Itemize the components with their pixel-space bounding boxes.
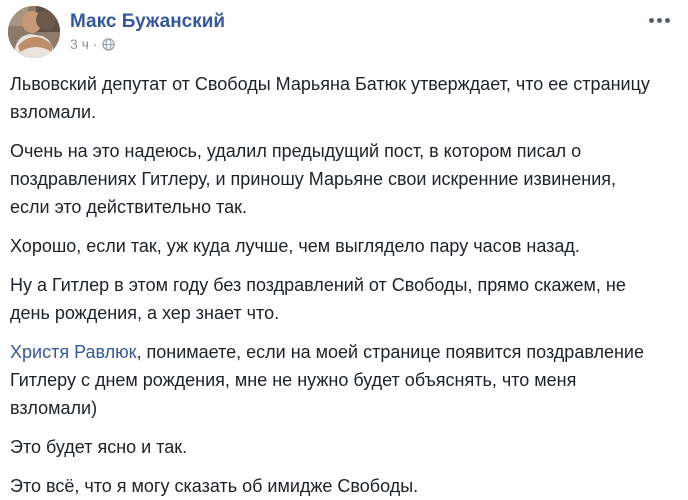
post-paragraph: Это всё, что я могу сказать об имидже Свободы. bbox=[10, 476, 419, 496]
post-header bbox=[0, 0, 688, 58]
mention-link[interactable]: Христя Равлюк bbox=[10, 342, 137, 362]
post-paragraph: Это будет ясно и так. bbox=[10, 437, 188, 457]
post-paragraph-with-mention bbox=[10, 338, 658, 422]
avatar-photo bbox=[8, 6, 60, 58]
ellipsis-icon bbox=[657, 18, 662, 23]
post-meta bbox=[70, 36, 225, 52]
ellipsis-icon bbox=[665, 18, 670, 23]
meta-separator: · bbox=[92, 36, 98, 52]
post-paragraph: Ну а Гитлер в этом году без поздравлений от Свободы, прямо скажем, не день рождения, а хер знает что. bbox=[10, 275, 626, 323]
post-paragraph: Хорошо, если так, уж куда лучше, чем выглядело пару часов назад. bbox=[10, 236, 580, 256]
ellipsis-icon bbox=[649, 18, 654, 23]
timestamp[interactable]: 3 ч bbox=[70, 36, 89, 52]
avatar[interactable] bbox=[8, 6, 60, 58]
globe-public-icon bbox=[102, 38, 115, 51]
post-paragraph: Львовский депутат от Свободы Марьяна Батюк утверждает, что ее страницу взломали. bbox=[10, 74, 650, 122]
post-options-button[interactable] bbox=[645, 14, 674, 27]
header-text bbox=[70, 6, 225, 52]
author-name-link[interactable]: Макс Бужанский bbox=[70, 11, 226, 32]
post-paragraph: Очень на это надеюсь, удалил предыдущий пост, в котором писал о поздравлениях Гитлеру, и приношу Марьяне свои искренние извинения, если это действительно так. bbox=[10, 141, 617, 217]
post-body bbox=[0, 58, 688, 500]
mention-paragraph-text: , понимаете, если на моей странице появится поздравление Гитлеру с днем рождения, мне не нужно будет объяснять, что меня взломали) bbox=[10, 342, 644, 418]
